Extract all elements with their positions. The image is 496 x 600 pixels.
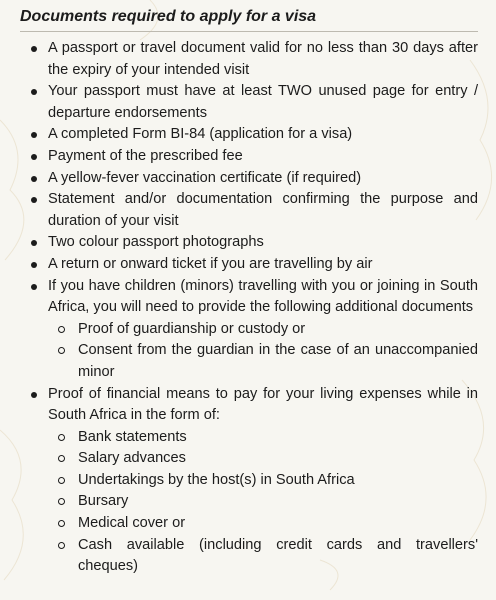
requirement-text: Two colour passport photographs — [48, 234, 264, 251]
requirement-item — [16, 38, 478, 81]
requirement-text: Payment of the prescribed fee — [48, 147, 243, 164]
requirement-item — [16, 254, 478, 276]
requirement-item — [16, 384, 478, 578]
requirement-text: A yellow-fever vaccination certificate (if required) — [48, 169, 362, 186]
sub-requirement-item: Bursary — [48, 491, 478, 513]
requirement-text: A completed Form BI-84 (application for a visa) — [48, 126, 353, 143]
sub-requirement-item: Bank statements — [48, 427, 478, 449]
requirement-item — [16, 124, 478, 146]
requirement-item — [16, 276, 478, 384]
requirement-text: Proof of financial means to pay for your living expenses while in South Africa in the form of: — [48, 385, 478, 424]
requirement-text: A return or onward ticket if you are travelling by air — [48, 255, 373, 272]
sub-requirement-item: Cash available (including credit cards and travellers' cheques) — [48, 535, 478, 578]
requirement-item — [16, 81, 478, 124]
requirement-item — [16, 232, 478, 254]
sub-requirements-list — [48, 319, 478, 384]
requirement-text: If you have children (minors) travelling with you or joining in South Africa, you will need to provide the following additional documents — [48, 277, 478, 316]
requirements-list — [16, 38, 478, 578]
sub-requirement-item: Salary advances — [48, 448, 478, 470]
document-heading: Documents required to apply for a visa — [20, 7, 478, 32]
requirement-text: Statement and/or documentation confirming the purpose and duration of your visit — [48, 191, 478, 229]
sub-requirement-item: Proof of guardianship or custody or — [48, 319, 478, 341]
requirement-text: Your passport must have at least TWO unused page for entry / departure endorsements — [48, 83, 478, 121]
sub-requirement-item: Undertakings by the host(s) in South Africa — [48, 470, 478, 492]
sub-requirement-item: Medical cover or — [48, 513, 478, 535]
requirement-text: A passport or travel document valid for no less than 30 days after the expiry of your intended visit — [48, 40, 478, 78]
requirement-item — [16, 146, 478, 168]
requirement-item — [16, 168, 478, 190]
requirement-item — [16, 189, 478, 232]
sub-requirements-list — [48, 427, 478, 578]
sub-requirement-item: Consent from the guardian in the case of an unaccompanied minor — [48, 340, 478, 383]
